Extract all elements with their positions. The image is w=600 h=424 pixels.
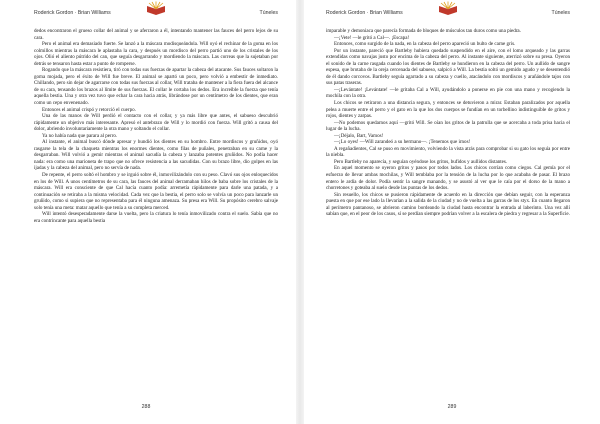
paragraph: —¡Déjalo, Bart, Vamos! <box>334 132 384 139</box>
right-header-author: Roderick Gordon · Brian Williams <box>326 10 403 16</box>
left-page <box>0 0 292 424</box>
paragraph: Por un instante, pareció que Bartleby hubiera quedado suspendido en el aire, con el lomo arqueado y las garras extendidas como navajas justo por encima de la cabeza del perro. Al instante siguiente, aterrizó sobre su presa. Oyeron el sonido de la carne rasgada cuando los dientes de Bartleby se hundieron en la cabeza del perro. Un aullido de sangre espesa, que brotaba de la oreja cercenada del sabueso, salpicó a Will. La bestia soltó un gemido agudo y se desentendió de él dando corcovos. Bartleby seguía agarrado a su cabeza y cuello, atacándolo con mordiscos y arañándole tajos con sus patas traseras. <box>326 47 570 87</box>
left-page-body <box>34 28 278 224</box>
paragraph: —¡Lo oyes! —Will zarandeó a su hermano—. ¡Tenemos que irnos! <box>334 139 471 146</box>
paragraph: Entonces el animal crispó y retorció el cuerpo. <box>42 106 136 113</box>
paragraph: Pero Bartleby no aparecía, y seguían oyéndose los gritos, bufidos y aullidos distantes. <box>334 158 508 165</box>
paragraph: Sin resuello, los chicos se pusieron rápidamente de acuerdo en la dirección que debían seguir, con la esperanza puesta en que por ese lado la llevarían a la salida de la ciudad y no de vuelta a las garras de los styx. En cuanto llegaron al perímetro pantanoso, se abrieron camino bordeando la ciudad hasta encontrar la entrada al laberinto. Una vez allí sabían que, en el peor de los casos, sí se perdían siempre podrían volver a la escalera de piedra y regresar a la Superficie. <box>326 191 570 218</box>
paragraph: Al instante, el animal buscó dónde apresar y hundió los dientes en su hombro. Entre mordiscos y gruñidos, oyó rasgarse la tela de la chaqueta mientras los enormes dientes, como filas de puñales, penetraban en su carne y la desgarraban. Will volvió a gemir mientras el animal sacudía la cabeza y lanzaba potentes gruñidos. No podía hacer nada: era como una marioneta de trapo que no ofrece resistencia a las sacudidas. Con su brazo libre, dio golpes en las ijadas y la cabeza del animal, pero no servía de nada. <box>34 139 278 172</box>
paragraph: Will intentó desesperadamente darse la vuelta, pero la criatura lo tenía inmovilizado contra el suelo. Sabía que no era contrincante para aquella bestia <box>34 211 278 224</box>
paragraph: Los chicos se retiraron a una distancia segura, y entonces se detuvieron a mirar. Estaban paralizados por aquella pelea a muerte entre el perro y el gato en la que los dos cuerpos se fundían en un torbellino indistinguible de gritos y rojos, dientes y zarpas. <box>326 100 570 120</box>
paragraph: De repente, el perro soltó el hombro y se irguió sobre él, inmovilizándolo con su peso. Clavó sus ojos enloquecidos en los de Will. A unos centímetros de su cara, las fauces del animal derramaban hilos de baba sobre los cristales de la máscara. Will era consciente de que Cal hacía cuanto podía: arremetía rápidamente para darle una patada, y a continuación se retiraba a la misma velocidad. Cada vez que la bestia, el perro solo se volvía un poco para lanzarle un gruñido, como si supiera que no representaba para él ninguna amenaza. Su presa era Will. Su propósito cerebro salvaje solo tenía una meta: matar aquello que tenía a su completa merced. <box>34 172 278 211</box>
paragraph: En aquel momento se oyeron gritos y pasos por todos lados. Los chicos corrían como ciegos. Cal gemía por el esfuerzo de llevar ambas mochilas, y Will temblaba por la tensión de la lucha por lo que acababa de pasar. El brazo entero le ardía de dolor. Podía sentir la sangre manando, y se asustó al ver que le caía por el dorso de la mano a chorretones y goteaba al suelo desde las puntas de los dedos. <box>326 165 570 192</box>
paragraph: Entonces, como surgido de la nada, en la cabeza del perro apareció un bulto de carne gris. <box>334 41 516 48</box>
paragraph: —No podemos quedarnos aquí —gritó Will. Se oían los gritos de la patrulla que se acercaba a toda prisa hacia el lugar de la lucha. <box>326 119 570 133</box>
book-gutter <box>296 0 304 424</box>
right-page <box>306 0 598 424</box>
left-header-title: Túneles <box>259 10 278 16</box>
open-book-logo-icon <box>437 1 459 17</box>
paragraph: dedos encontraron el grueso collar del animal y se aferraron a él, intentando mantener las fauces del perro lejos de su cara. <box>34 28 278 41</box>
right-page-header <box>326 0 570 22</box>
paragraph: Pero el animal era demasiado fuerte. Se lanzó a la máscara modisqueándola. Will oyó el rechinar de la goma en los colmillos mientras la máscara le aplastaba la cara, y después un mordisco del perro partió uno de los cristales de los ojos. Olió el aliento pútrido del can, que seguía desgarrando y mordiendo la máscara. Las correas que la sujetaban por detrás se tensaron hasta estar a punto de romperse. <box>34 41 278 67</box>
paragraph: Una de las manos de Will perdió el contacto con el collar, y ya más libre que antes, el sabueso descubrió rápidamente un objetivo más interesante. Apresó el antebrazo de Will y lo mordió con fuerza. Will gritó a causa del dolor, abriendo involuntariamente la otra mano y soltando el collar. <box>34 113 278 133</box>
left-page-header <box>34 0 278 22</box>
right-page-body <box>326 28 570 218</box>
paragraph: Ya no había nada que parara al perro. <box>42 132 118 139</box>
open-book-logo-icon <box>145 1 167 17</box>
paragraph: Rogando que la máscara resistiera, tiró con todas sus fuerzas de apartar la cabeza del atacante. Sus fauces soltaron la goma mojada, pero el éxito de Will fue breve. El animal se apartó un poco, pero volvió a embestir de inmediato. Chillando, pero sin dejar de agarrarse con todas sus fuerzas al collar, Will trataba de mantener a la fiera fuera del alcance de su cara, tensando los brazos al límite de sus fuerzas. El collar le cortaba los dedos. Era increíble la fuerza que tenía aquella bestia. Una y otra vez tuvo que echar la cara hacia atrás, librándose por un centímetro de los dientes, que eran como un cepo envenenado. <box>34 67 278 107</box>
paragraph: —¡Levántate! ¡Levántate! —le gritaba Cal a Will, ayudándolo a ponerse en pie con una mano y recogiendo la mochila con la otra. <box>326 86 570 100</box>
right-header-title: Túneles <box>551 10 570 16</box>
paragraph: imparable y demoniaca que parecía formada de bloques de músculos tan duros como una piedra. <box>326 28 521 34</box>
left-header-author: Roderick Gordon · Brian Williams <box>34 10 111 16</box>
paragraph: A regañadientes, Cal se puso en movimiento, volviendo la vista atrás para comprobar si su gato los seguía por entre la niebla. <box>326 145 570 159</box>
left-page-number: 288 <box>141 404 151 410</box>
paragraph: —¡Vete! —le gritó a Cal—. ¡Escapa! <box>334 34 410 41</box>
right-page-number: 289 <box>447 404 457 410</box>
